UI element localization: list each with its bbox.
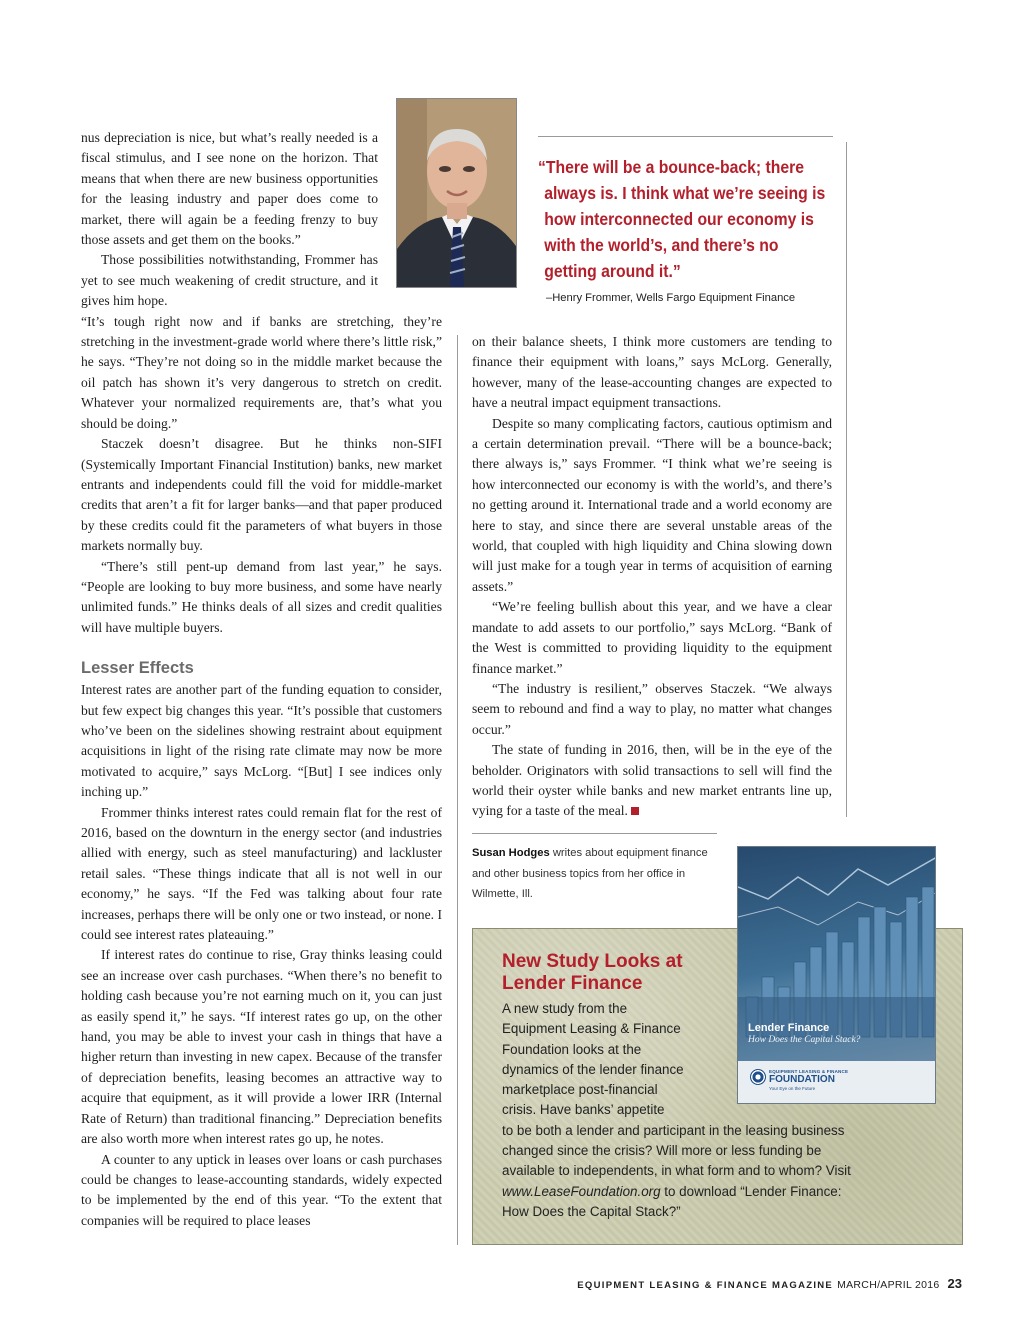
pull-quote: “There will be a bounce-back; there always is. I think what we’re seeing is how interconnected our economy is with the world’s, and there’s no getting around it.” (538, 157, 826, 281)
sidebar-body-line: Equipment Leasing & Finance (502, 1021, 681, 1037)
body-paragraph: “It’s tough right now and if banks are stretching, they’re stretching in the investment-grade world where there’s little risk,” he says. “They’re not doing so in the middle market because the oil patch has shown it’s very dangerous to stretch on credit. Whatever your normalized requirements are, that’s what you should be doing.” (81, 313, 442, 431)
sidebar-body-line: changed since the crisis? Will more or less funding be (502, 1143, 822, 1159)
logo-tagline: Your Eye on the Future (769, 1086, 816, 1091)
portrait-photo (396, 98, 517, 288)
column-divider (457, 335, 458, 1245)
body-paragraph: Those possibilities notwithstanding, Frommer has yet to see much weakening of credit structure, and it gives him hope. (81, 252, 378, 309)
sidebar-body-line: A new study from the (502, 1001, 628, 1016)
logo-top-text: EQUIPMENT LEASING & FINANCE (769, 1069, 849, 1074)
cover-logo-band (738, 1061, 936, 1104)
sidebar-link-line (502, 1182, 912, 1202)
sidebar-body-line: Foundation looks at the (502, 1041, 642, 1057)
sidebar-body-line: dynamics of the lender finance (502, 1061, 684, 1077)
left-column (81, 128, 442, 1231)
sidebar-body-line: How Does the Capital Stack?” (502, 1203, 681, 1219)
report-cover (737, 846, 936, 1104)
closing-text: The state of funding in 2016, then, will be in the eye of the beholder. Originators with solid transactions to sell will find the world their oyster while banks and new market entrants line up, vying for a taste of the meal. (472, 742, 832, 819)
logo-main-text: FOUNDATION (769, 1074, 835, 1085)
pull-quote-rule (538, 136, 833, 137)
pull-quote-attribution: –Henry Frommer, Wells Fargo Equipment Finance (546, 292, 796, 304)
sidebar-title: New Study Looks at Lender Finance (502, 951, 683, 994)
right-column (472, 332, 832, 822)
foundation-logo-icon (750, 1069, 766, 1085)
bio-rule (472, 833, 717, 834)
link-suffix: to download “Lender Finance: (660, 1183, 842, 1199)
body-paragraph: Frommer thinks interest rates could remain flat for the rest of 2016, based on the downturn in the energy sector (and industries allied with energy, such as steel manufacturing) and lackluster retail sales. “These things indicate that all is not well in our economy,” he says. “If the Fed was talking about four rate increases, perhaps there will be only one or two instead, or none. I could see interest rates plateauing.” (81, 804, 442, 943)
column-divider (846, 142, 847, 817)
body-paragraph: “We’re feeling bullish about this year, and we have a clear mandate to add assets to our portfolio,” says McLorg. “Bank of the West is committed to providing liquidity to the equipment finance market.” (472, 599, 832, 676)
body-paragraph (472, 740, 832, 822)
sidebar-body-line: to be both a lender and participant in the leasing business (502, 1122, 845, 1138)
body-paragraph: on their balance sheets, I think more customers are tending to finance their equipment with loans,” says McLorg. Generally, however, many of the lease-accounting changes are expected to have a neutral impact equipment transactions. (472, 334, 832, 411)
body-paragraph: nus depreciation is nice, but what’s really needed is a fiscal stimulus, and I see none on the horizon. That means that when there are new business opportunities for the leasing industry and paper does come to market, there will again be a feeding frenzy to buy those assets and get them on the books.” (81, 130, 378, 248)
body-paragraph: Interest rates are another part of the funding equation to consider, but few expect big changes this year. “It’s possible that customers who’ve been on the sidelines showing restraint about equipment acquisitions in light of the rising rate climate may now be more motivated to acquire,” says McLorg. “[But] I see indices only inching up.” (81, 682, 442, 800)
author-bio (472, 843, 727, 905)
sidebar-body-line: marketplace post-financial (502, 1082, 658, 1098)
sidebar-body-line: available to independents, in what form and to whom? Visit (502, 1163, 851, 1179)
page-number: 23 (947, 1276, 962, 1291)
magazine-name: EQUIPMENT LEASING & FINANCE MAGAZINE (577, 1280, 834, 1291)
foundation-link[interactable]: www.LeaseFoundation.org (502, 1183, 661, 1199)
sidebar-body-line: crisis. Have banks’ appetite (502, 1102, 665, 1118)
body-paragraph: Despite so many complicating factors, cautious optimism and a certain determination prevail. “There will be a bounce-back; there always is,” says Frommer. “I think what we’re seeing is how interconnected our economy is with the world’s, and there’s no getting around it. International trade and a world economy are here to stay, and since there are several unstable areas of the world, that coupled with high liquidity and China slowing down will just make for a tough year in terms of acquisition of earning assets.” (472, 415, 832, 594)
section-heading: Lesser Effects (81, 659, 194, 678)
body-paragraph: If interest rates do continue to rise, Gray thinks leasing could see an increase over cash purchases. “When there’s no benefit to holding cash because you’re not earning much on it, you can just as easily spend it,” he says. “If interest rates go up, on the other hand, you may be able to invest your cash in things that have a higher return than investing in new capex. Because of the transfer of depreciation benefits, leasing becomes an attractive way to acquire that equipment, as it will provide a lower IRR (Internal Rate of Return) than traditional financing.” Depreciation benefits are also worth more when interest rates go up, he notes. (81, 947, 442, 1147)
body-paragraph: A counter to any uptick in leases over loans or cash purchases could be changes to lease-accounting standards, widely expected to be implemented by the end of this year. “To the extent that companies will be required to place leases (81, 1151, 442, 1228)
page-footer (577, 1276, 962, 1291)
body-paragraph: “The industry is resilient,” observes Staczek. “We always seem to rebound and find a way to play, no matter what changes occur.” (472, 680, 832, 737)
author-name: Susan Hodges (472, 847, 550, 859)
end-of-article-icon (631, 807, 639, 815)
portrait-illustration (397, 99, 517, 288)
body-paragraph: Staczek doesn’t disagree. But he thinks non-SIFI (Systemically Important Financial Institution) banks, new market entrants and independents could fill the void for middle-market credits that aren’t a fit for larger banks—and that paper produced by these credits could fit the parameters of what buyers in those markets normally buy. (81, 436, 442, 554)
issue-date: MARCH/APRIL 2016 (837, 1279, 940, 1291)
cover-subtitle: How Does the Capital Stack? (748, 1035, 861, 1045)
author-bio-text: writes about equipment finance and other business topics from her office in Wilmette, Ill. (472, 847, 708, 900)
cover-title: Lender Finance (748, 1022, 830, 1034)
body-paragraph: “There’s still pent-up demand from last year,” he says. “People are looking to buy more business, and some have nearly unlimited funds.” He thinks deals of all sizes and credit qualities will have multiple buyers. (81, 558, 442, 635)
